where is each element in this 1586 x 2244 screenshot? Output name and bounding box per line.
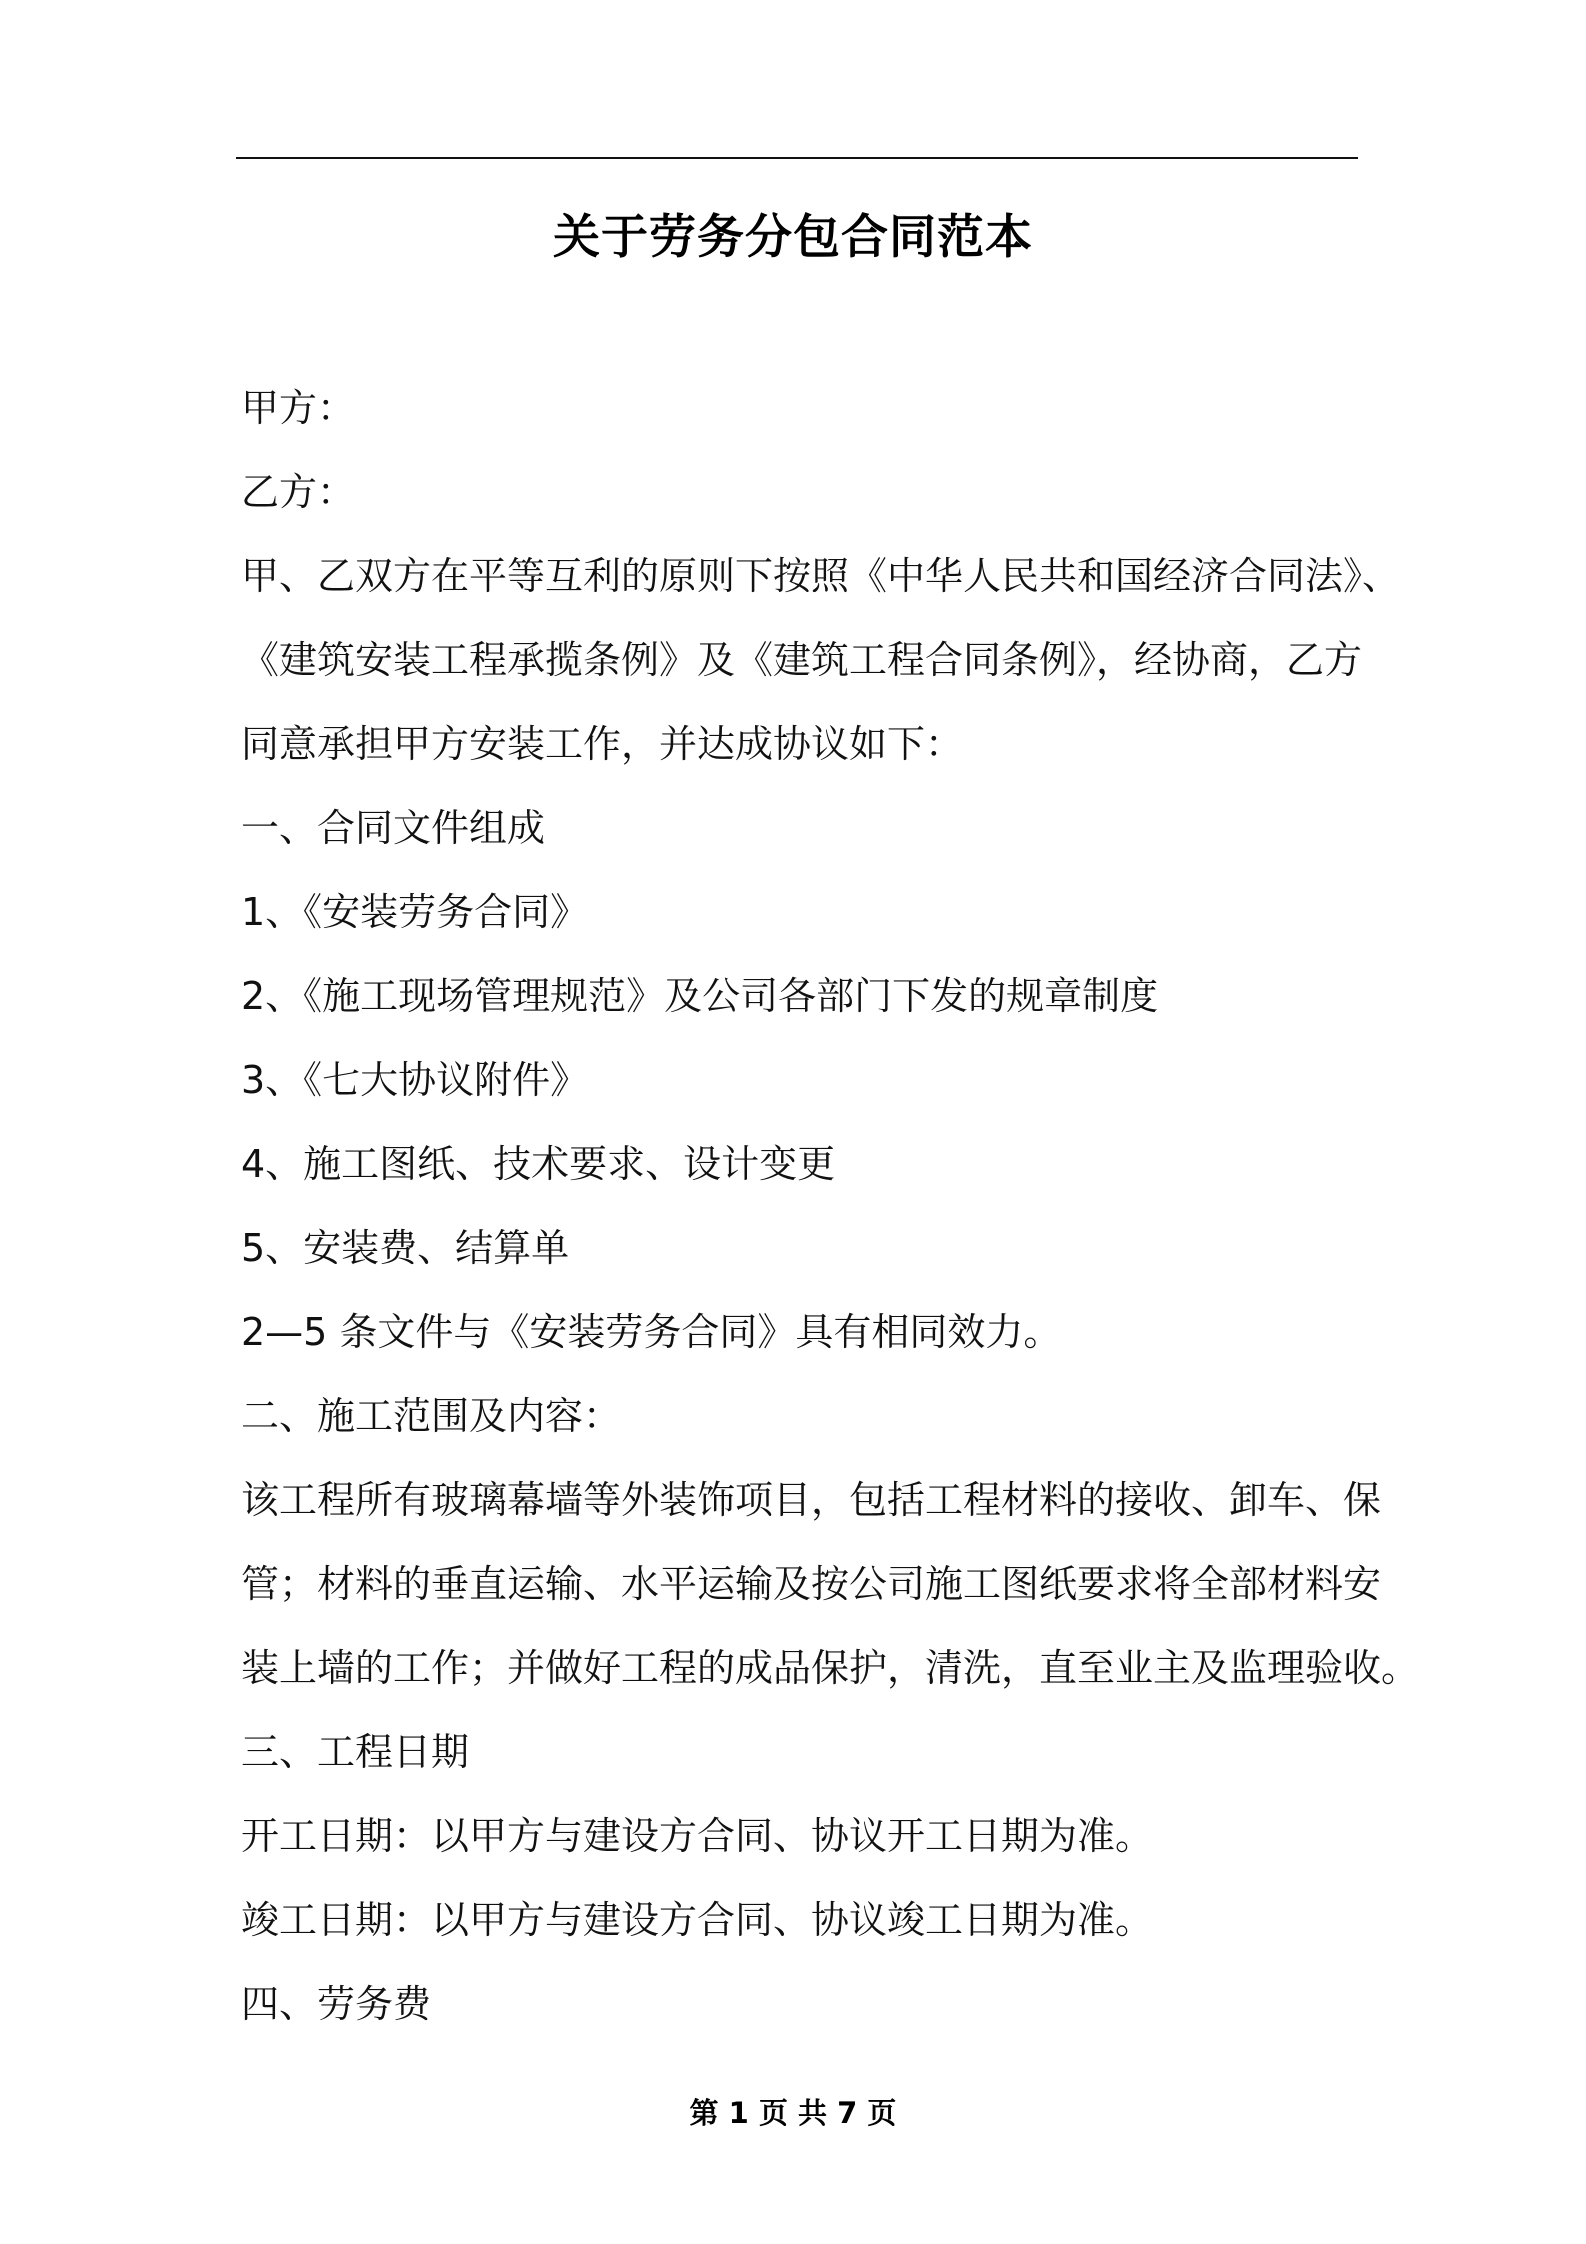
body-line: 《建筑安装工程承揽条例》及《建筑工程合同条例》，经协商，乙方 (241, 638, 1363, 682)
body-line: 甲、乙双方在平等互利的原则下按照《中华人民共和国经济合同法》、 (241, 554, 1401, 598)
body-line: 开工日期：以甲方与建设方合同、协议开工日期为准。 (241, 1814, 1154, 1858)
page-footer (0, 2093, 1586, 2133)
body-line: 1、《安装劳务合同》 (241, 890, 589, 934)
body-line: 该工程所有玻璃幕墙等外装饰项目，包括工程材料的接收、卸车、保 (241, 1478, 1382, 1522)
body-line: 三、工程日期 (241, 1730, 470, 1774)
footer-page-number: 1 (728, 2096, 749, 2130)
document-title: 关于劳务分包合同范本 (553, 210, 1033, 265)
footer-middle: 页 共 (748, 2096, 838, 2130)
footer-total-pages: 7 (837, 2096, 858, 2130)
footer-suffix: 页 (857, 2096, 897, 2130)
body-line: 一、合同文件组成 (241, 806, 546, 850)
body-line: 2—5 条文件与《安装劳务合同》具有相同效力。 (241, 1310, 1062, 1354)
body-line: 竣工日期：以甲方与建设方合同、协议竣工日期为准。 (241, 1898, 1154, 1942)
body-line: 装上墙的工作；并做好工程的成品保护，清洗，直至业主及监理验收。 (241, 1646, 1420, 1690)
body-line: 二、施工范围及内容： (241, 1394, 622, 1438)
footer-prefix: 第 (689, 2096, 729, 2130)
body-line: 同意承担甲方安装工作，并达成协议如下： (241, 722, 964, 766)
body-line: 乙方： (241, 470, 356, 514)
header-rule (236, 157, 1358, 159)
body-line: 甲方： (241, 386, 356, 430)
document-body (241, 366, 1420, 2046)
body-line: 5、安装费、结算单 (241, 1226, 570, 1270)
body-line: 管；材料的垂直运输、水平运输及按公司施工图纸要求将全部材料安 (241, 1562, 1382, 1606)
body-line: 四、劳务费 (241, 1982, 432, 2026)
body-line: 3、《七大协议附件》 (241, 1058, 589, 1102)
body-line: 4、施工图纸、技术要求、设计变更 (241, 1142, 836, 1186)
body-line: 2、《施工现场管理规范》及公司各部门下发的规章制度 (241, 974, 1159, 1018)
